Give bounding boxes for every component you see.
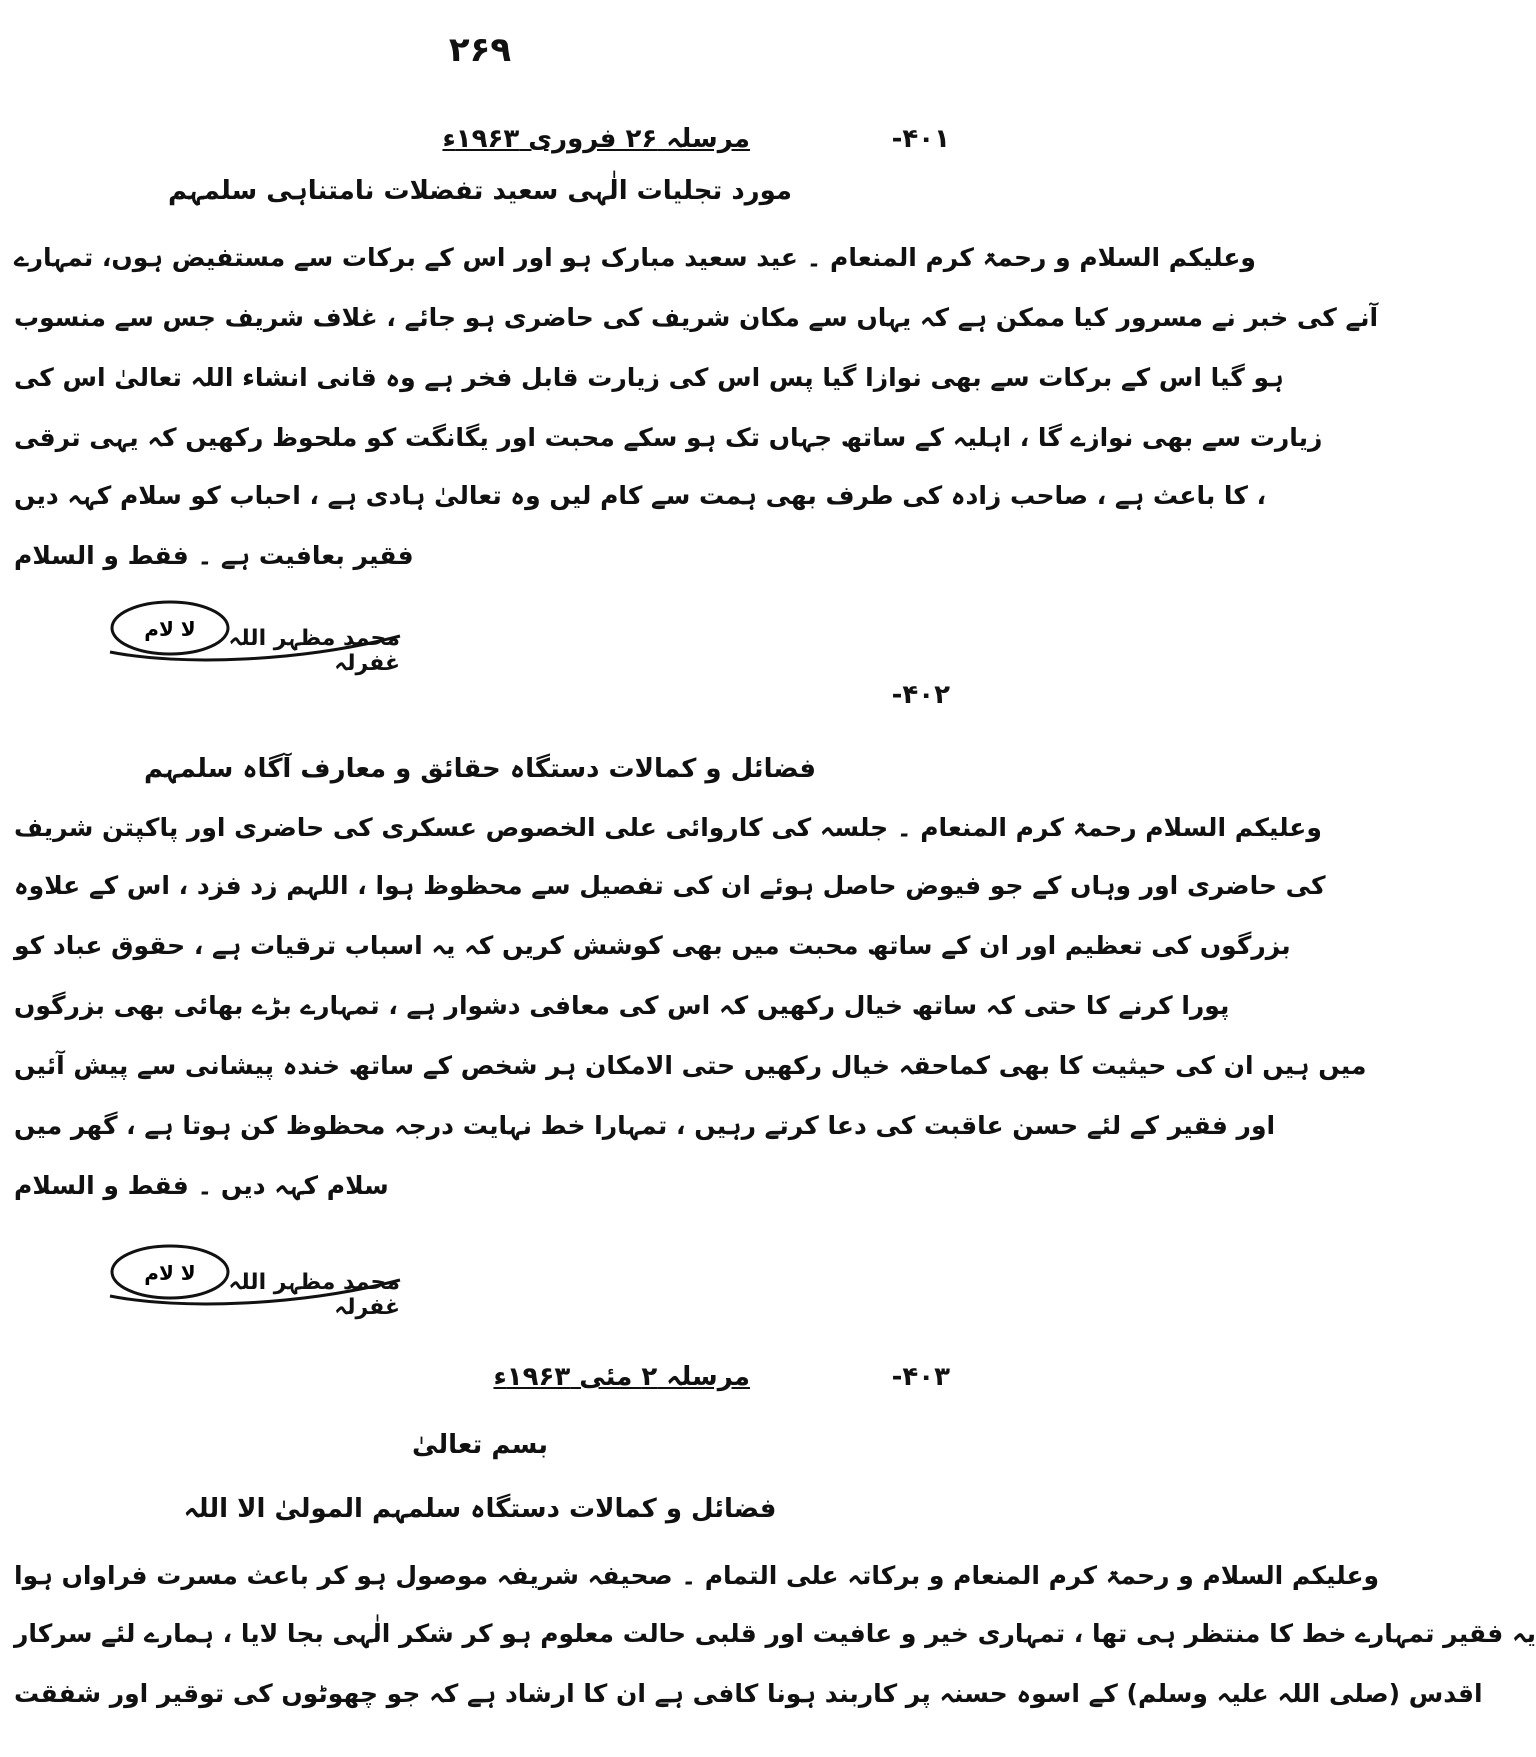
letter-heading: فضائل و کمالات دستگاہ حقائق و معارف آگاہ سلمہم [144, 754, 816, 784]
body-line: ہو گیا اس کے برکات سے بھی نوازا گیا پس اس کی زیارت قابل فخر ہے وہ قانی انشاء اللہ تعالیٰ اس کی [14, 363, 1284, 392]
letter-heading: فضائل و کمالات دستگاہ سلمہم المولیٰ الا اللہ [183, 1494, 777, 1524]
signature-seal [100, 1240, 410, 1320]
stamp-text: لا لام [144, 1261, 196, 1285]
body-line: پورا کرنے کا حتی کہ ساتھ خیال رکھیں کہ اس کی معافی دشوار ہے ، تمہارے بڑے بھائی بھی بزرگوں [14, 991, 1230, 1020]
body-line: آنے کی خبر نے مسرور کیا ممکن ہے کہ یہاں سے مکان شریف کی حاضری ہو جائے ، غلاف شریف جس سے منسوب [14, 303, 1379, 332]
body-line: اور فقیر کے لئے حسن عاقبت کی دعا کرتے رہیں ، تمہارا خط نہایت درجہ محظوظ کن ہوتا ہے ، گھر میں [14, 1111, 1276, 1140]
stamp-text: لا لام [144, 617, 196, 641]
body-line: یہ فقیر تمہارے خط کا منتظر ہی تھا ، تمہاری خیر و عافیت اور قلبی حالت معلوم ہو کر شکر الٰہی بجا لایا ، ہمارے لئے سرکار [14, 1619, 1536, 1648]
body-line: کا باعث ہے ، صاحب زادہ کی طرف بھی ہمت سے کام لیں وہ تعالیٰ ہادی ہے ، احباب کو سلام کہہ دیں ، [14, 481, 1267, 510]
date-line: مرسلہ ۲۶ فروری ۱۹۶۳ء [442, 124, 750, 154]
entry-number: ۴۰۲- [891, 680, 950, 710]
body-line: کی حاضری اور وہاں کے جو فیوض حاصل ہوئے ان کی تفصیل سے محظوظ ہوا ، اللہم زد فزد ، اس کے علاوہ [14, 871, 1326, 900]
date-line: مرسلہ ۲ مئی ۱۹۶۳ء [493, 1362, 750, 1392]
body-line: اقدس (صلی اللہ علیہ وسلم) کے اسوہ حسنہ پر کاربند ہونا کافی ہے ان کا ارشاد ہے کہ جو چھوٹوں کی توقیر اور شفقت [14, 1679, 1483, 1708]
body-line: بزرگوں کی تعظیم اور ان کے ساتھ محبت میں بھی کوشش کریں کہ یہ اسباب ترقیات ہے ، حقوق عباد کو [14, 931, 1291, 960]
body-line: میں ہیں ان کی حیثیت کا بھی کماحقہ خیال رکھیں حتی الامکان ہر شخص کے ساتھ خندہ پیشانی سے پیش آئیں [14, 1051, 1367, 1080]
entry-number: ۴۰۳- [891, 1362, 950, 1392]
body-line: وعلیکم السلام و رحمۃ کرم المنعام و برکاتہ علی التمام ۔ صحیفہ شریفہ موصول ہو کر باعث مسرت فراواں ہوا [14, 1561, 1380, 1590]
letter-heading: مورد تجلیات الٰہی سعید تفضلات نامتناہی سلمہم [167, 176, 793, 206]
body-line: سلام کہہ دیں ۔ فقط و السلام [14, 1171, 389, 1200]
body-line: وعلیکم السلام رحمۃ کرم المنعام ۔ جلسہ کی کاروائی علی الخصوص عسکری کی حاضری اور پاکپتن شریف [14, 813, 1322, 842]
invocation: بسم تعالیٰ [412, 1430, 548, 1460]
signature-text: محمد مظہر اللہ غفرلہ [228, 626, 400, 676]
letter-401-meta [0, 124, 960, 168]
letter-403-meta [0, 1362, 960, 1406]
signature-text: محمد مظہر اللہ غفرلہ [228, 1270, 400, 1320]
signature-seal [100, 596, 410, 676]
body-line: زیارت سے بھی نوازے گا ، اہلیہ کے ساتھ جہاں تک ہو سکے محبت اور یگانگت کو ملحوظ رکھیں کہ یہی ترقی [14, 423, 1323, 452]
page-number: ۲۶۹ [448, 30, 512, 70]
entry-number: ۴۰۱- [891, 124, 950, 154]
letter-402-meta [0, 680, 960, 724]
body-line: فقیر بعافیت ہے ۔ فقط و السلام [14, 541, 414, 570]
body-line: وعلیکم السلام و رحمۃ کرم المنعام ۔ عید سعید مبارک ہو اور اس کے برکات سے مستفیض ہوں، تمہارے [14, 243, 1256, 272]
